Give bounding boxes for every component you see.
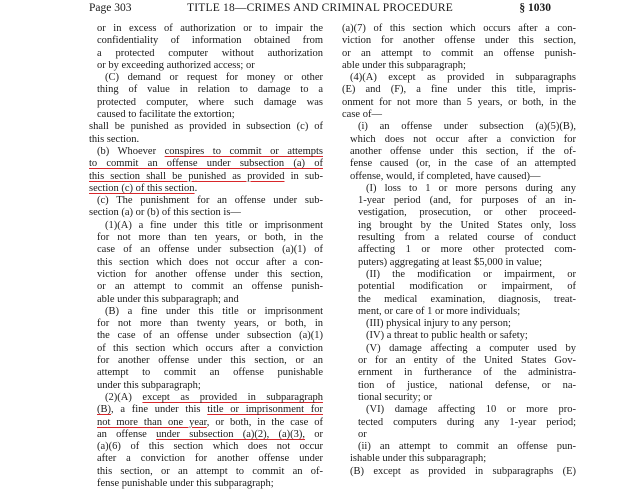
text-line: (VI) damage affecting 10 or more pro- <box>366 404 576 416</box>
text-line: (B) except as provided in subparagraphs (E) <box>350 465 576 477</box>
text-line: under this subparagraph; <box>97 379 201 391</box>
text-line: ing brought by the United States only, loss <box>358 219 576 231</box>
text-line: which does not occur after a conviction for <box>350 133 576 145</box>
text-segment: , a fine under this <box>111 404 208 416</box>
text-line: tected computers during any 1-year period; <box>358 416 576 428</box>
text-line: for another offense under this section, or an <box>97 355 323 367</box>
text-line: or in excess of authorization or to impair the <box>97 23 323 34</box>
text-line: or for an entity of the United States Gov- <box>358 355 576 367</box>
text-line: for not more than twenty years, or both, in <box>97 318 323 330</box>
text-line: (III) physical injury to any person; <box>366 318 511 330</box>
text-line: fense punishable under this subparagraph; <box>97 477 274 489</box>
left-column <box>89 23 323 490</box>
text-line: fense caused (or, in the case of an attempted <box>350 158 576 170</box>
text-line: the case of an offense under subsection (a)(1) <box>97 330 323 342</box>
text-line: (c) The punishment for an offense under sub- <box>97 195 323 207</box>
text-line: (I) loss to 1 or more persons during any <box>366 182 576 194</box>
text-line <box>89 171 323 183</box>
underlined-phrase: except as provided in subparagraph <box>142 391 323 403</box>
text-line: thing of value in relation to damage to a <box>97 84 323 96</box>
text-line: offense, would, if completed, have caused)— <box>350 170 541 182</box>
text-line: this section. <box>89 133 140 145</box>
text-line: ernment in furtherance of the administra- <box>358 367 576 379</box>
text-line: this section which does not occur after a con- <box>97 256 323 268</box>
underlined-phrase: (B) <box>97 404 111 416</box>
text-line: ishable under this subparagraph; <box>350 453 487 465</box>
text-line: (B) a fine under this title or imprisonment <box>105 305 323 317</box>
underlined-phrase: conspires to commit or attempts <box>164 145 323 157</box>
text-line: another offense under this section, if the of- <box>350 145 576 157</box>
text-line: tional security; or <box>358 391 433 403</box>
text-line: viction for another offense under this section, <box>97 268 323 280</box>
text-line: confidentiality of information obtained from <box>97 35 323 47</box>
text-line: or an attempt to commit an offense punish- <box>342 47 576 59</box>
text-line: (C) demand or request for money or other <box>105 72 323 84</box>
text-line: (E) and (F), a fine under this title, impris- <box>342 84 576 96</box>
text-line: affecting 1 or more other protected com- <box>358 244 576 256</box>
text-line: viction for another offense under this section, <box>342 35 576 47</box>
text-line <box>89 417 323 429</box>
text-line: potential modification or impairment, of <box>358 281 576 293</box>
text-line: a protected computer without authorization <box>97 47 323 59</box>
underlined-phrase: this section shall be punished as provided <box>89 170 285 182</box>
text-line <box>89 158 323 170</box>
text-line: able under this subparagraph; <box>342 59 466 71</box>
underlined-phrase: to commit an offense under subsection (a) of <box>89 158 323 170</box>
text-line: attempt to commit an offense punishable <box>97 367 323 379</box>
text-line: puters) aggregating at least $5,000 in value; <box>358 256 542 268</box>
underlined-phrase: under subsection (a)(2), (a)(3), <box>156 428 306 440</box>
right-column <box>342 23 576 478</box>
text-line <box>89 183 323 195</box>
text-line: (i) an offense under subsection (a)(5)(B), <box>358 121 576 133</box>
text-line: section (a) or (b) of this section is— <box>89 207 241 219</box>
text-segment: , or both, in the case of <box>206 416 323 428</box>
text-segment: in sub- <box>284 170 324 182</box>
text-line: onment for not more than 5 years, or both, in the <box>342 96 576 108</box>
text-line: 1-year period (and, for purposes of an in- <box>358 195 576 207</box>
underlined-phrase: section (c) of this section <box>89 182 195 194</box>
text-line: resulting from a related course of conduct <box>358 232 576 244</box>
text-line: case of an offense under subsection (a)(1) of <box>97 244 323 256</box>
text-line: (a)(6) of this section which does not occur <box>97 441 323 453</box>
text-segment: (2)(A) <box>105 391 143 403</box>
text-line: or <box>358 428 367 440</box>
text-line: able under this subparagraph; and <box>97 293 239 305</box>
text-line: (a)(7) of this section which occurs after a con- <box>342 23 576 34</box>
underlined-phrase: title or imprisonment for <box>207 404 324 416</box>
text-line <box>89 404 323 416</box>
text-segment: . <box>194 182 198 194</box>
text-line: caused to facilitate the extortion; <box>97 109 235 121</box>
text-line <box>89 392 323 404</box>
text-line: vestigation, prosecution, or other proceed- <box>358 207 576 219</box>
text-line: after a conviction for another offense under <box>97 453 323 465</box>
text-line: for not more than ten years, or both, in the <box>97 232 323 244</box>
title-heading: TITLE 18—CRIMES AND CRIMINAL PROCEDURE <box>187 2 453 14</box>
text-line <box>89 429 323 441</box>
text-line: tion of justice, national defense, or na- <box>358 379 576 391</box>
page-number: Page 303 <box>89 2 132 14</box>
text-line: or by exceeding authorized access; or <box>97 59 255 71</box>
text-line: the medical examination, diagnosis, treat- <box>358 293 576 305</box>
text-segment: or <box>305 428 324 440</box>
text-line: (IV) a threat to public health or safety; <box>366 330 528 342</box>
text-segment: (b) Whoever <box>97 145 165 157</box>
running-header <box>0 0 640 16</box>
text-line: or an attempt to commit an offense punish- <box>97 281 323 293</box>
text-line: (II) the modification or impairment, or <box>366 268 576 280</box>
text-line: of this section which occurs after a conviction <box>97 342 323 354</box>
text-line <box>89 146 323 158</box>
text-line: (ii) an attempt to commit an offense pun- <box>358 441 576 453</box>
section-number: § 1030 <box>519 2 551 14</box>
text-line: ment, or care of 1 or more individuals; <box>358 305 521 317</box>
text-segment: an offense <box>97 428 157 440</box>
text-line: case of— <box>342 109 382 121</box>
text-line: (V) damage affecting a computer used by <box>366 342 576 354</box>
text-line: (4)(A) except as provided in subparagraphs <box>350 72 576 84</box>
underlined-phrase: not more than one year <box>97 416 207 428</box>
text-line: this section, or an attempt to commit an of- <box>97 465 323 477</box>
text-line: shall be punished as provided in subsection (c) of <box>89 121 323 133</box>
text-line: (1)(A) a fine under this title or imprisonment <box>105 219 323 231</box>
text-line: protected computer, where such damage was <box>97 96 323 108</box>
